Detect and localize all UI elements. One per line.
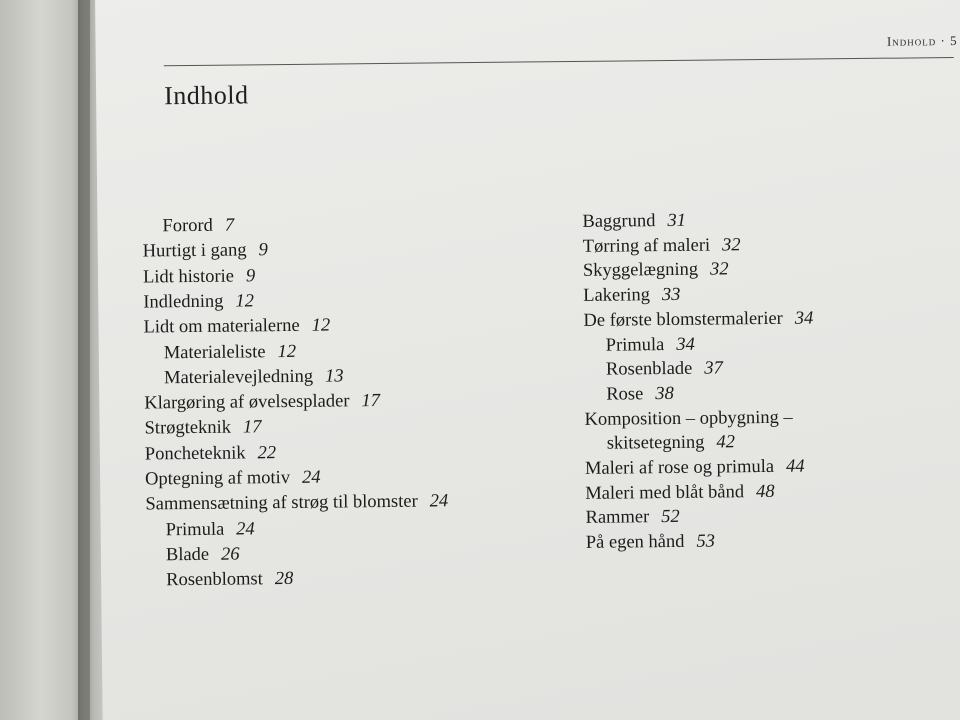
page-title: Indhold bbox=[163, 80, 249, 111]
toc-entry-label: Rosenblade bbox=[605, 358, 693, 380]
toc-entry-page-number: 34 bbox=[794, 308, 814, 329]
toc-entry-label: Primula bbox=[165, 519, 225, 540]
toc-entry bbox=[166, 567, 293, 592]
toc-entry-label: Rosenblomst bbox=[166, 569, 263, 591]
toc-entry bbox=[606, 332, 695, 357]
toc-entry bbox=[583, 233, 741, 259]
toc-entry-page-number: 22 bbox=[257, 442, 277, 464]
toc-entry-label: Sammensætning af strøg til blomster bbox=[145, 491, 418, 515]
toc-entry bbox=[606, 382, 674, 407]
toc-entry bbox=[143, 264, 255, 289]
toc-entry-page-number: 53 bbox=[696, 531, 716, 552]
toc-entry bbox=[583, 306, 813, 332]
toc-entry bbox=[145, 441, 276, 466]
toc-entry bbox=[583, 258, 729, 284]
toc-entry-page-number: 12 bbox=[311, 315, 331, 336]
toc-entry-label: Maleri af rose og primula bbox=[584, 456, 775, 479]
toc-entry-page-number: 44 bbox=[785, 456, 805, 477]
toc-entry bbox=[586, 530, 715, 555]
toc-entry-label: Strøgteknik bbox=[144, 417, 232, 439]
toc-entry-label: Rammer bbox=[585, 507, 650, 529]
toc-entry-page-number: 38 bbox=[655, 383, 674, 405]
toc-entry-label: Skyggelægning bbox=[582, 260, 699, 282]
toc-entry bbox=[145, 490, 448, 517]
toc-entry-label: Klargøring af øvelsesplader bbox=[144, 391, 350, 414]
toc-entry-label: Materialevejledning bbox=[163, 366, 314, 389]
toc-entry-page-number: 17 bbox=[242, 417, 262, 438]
toc-entry-page-number: 26 bbox=[220, 544, 240, 565]
toc-entry-page-number: 37 bbox=[704, 358, 723, 379]
toc-entry bbox=[164, 339, 296, 364]
toc-entry bbox=[584, 405, 792, 431]
toc-entry bbox=[143, 239, 268, 264]
toc-entry bbox=[145, 466, 321, 492]
toc-entry-label: Primula bbox=[605, 334, 665, 356]
toc-entry bbox=[606, 357, 723, 382]
toc-entry-page-number: 33 bbox=[661, 284, 681, 306]
toc-entry-label: Baggrund bbox=[582, 211, 656, 232]
toc-entry-label: Tørring af maleri bbox=[582, 235, 711, 257]
toc-entry-label: Materialeliste bbox=[163, 341, 266, 363]
toc-entry-label: Forord bbox=[162, 215, 213, 237]
toc-entry bbox=[607, 431, 735, 456]
toc-entry-page-number: 13 bbox=[324, 366, 344, 387]
toc-entry-label: Blade bbox=[165, 544, 210, 566]
toc-entry-label: Poncheteknik bbox=[144, 443, 246, 465]
toc-entry bbox=[583, 283, 681, 308]
toc-entry bbox=[585, 505, 679, 530]
toc-entry-page-number: 12 bbox=[277, 341, 297, 362]
toc-entry-page-number: 34 bbox=[676, 334, 695, 355]
toc-entry-page-number: 32 bbox=[721, 234, 741, 256]
toc-entry-page-number: 12 bbox=[235, 291, 255, 312]
toc-entry-page-number: 24 bbox=[301, 467, 321, 488]
toc-entry bbox=[164, 364, 344, 390]
toc-entry bbox=[585, 480, 774, 506]
toc-entry-page-number: 28 bbox=[274, 569, 294, 590]
toc-entry bbox=[144, 416, 261, 441]
toc-entry-page-number: 7 bbox=[224, 215, 235, 236]
toc-entry-label: Indledning bbox=[143, 291, 224, 313]
toc-entry-label: Lakering bbox=[583, 285, 651, 306]
toc-entry bbox=[585, 455, 805, 481]
header-rule bbox=[164, 57, 954, 66]
toc-entry bbox=[143, 289, 254, 314]
toc-entry-page-number: 32 bbox=[709, 259, 729, 280]
toc-entry-label: Hurtigt i gang bbox=[142, 240, 247, 262]
toc-entry-page-number: 9 bbox=[258, 240, 268, 261]
toc-entry-label: Rose bbox=[606, 384, 644, 405]
toc-entry-label: De første blomstermalerier bbox=[583, 308, 783, 331]
running-head: Indhold · 5 bbox=[886, 32, 958, 49]
toc-entry-label: På egen hånd bbox=[585, 531, 685, 553]
toc-entry-page-number: 52 bbox=[661, 507, 680, 528]
toc-entry-page-number: 42 bbox=[716, 432, 736, 453]
toc-entry bbox=[582, 209, 686, 234]
toc-entry-page-number: 24 bbox=[236, 518, 255, 540]
toc-entry-label: Maleri med blåt bånd bbox=[585, 481, 745, 504]
toc-entry-label: skitsetegning bbox=[606, 432, 705, 454]
toc-entry bbox=[166, 542, 240, 567]
toc-entry-page-number: 31 bbox=[667, 210, 687, 232]
toc-entry bbox=[166, 517, 255, 542]
toc-entry-label: Komposition – opbygning – bbox=[584, 407, 793, 430]
toc-entry-page-number: 9 bbox=[245, 265, 256, 287]
toc-entry bbox=[143, 314, 330, 340]
contents-page bbox=[95, 0, 960, 720]
toc-entry bbox=[162, 214, 234, 239]
toc-entry-label: Optegning af motiv bbox=[145, 467, 291, 490]
toc-entry-page-number: 17 bbox=[361, 391, 381, 412]
previous-page-edge bbox=[0, 0, 90, 720]
toc-entry-page-number: 48 bbox=[755, 481, 775, 502]
toc-entry bbox=[144, 389, 380, 415]
toc-entry-label: Lidt historie bbox=[142, 266, 235, 288]
toc-entry-label: Lidt om materialerne bbox=[143, 316, 300, 338]
toc-entry-page-number: 24 bbox=[429, 491, 449, 512]
